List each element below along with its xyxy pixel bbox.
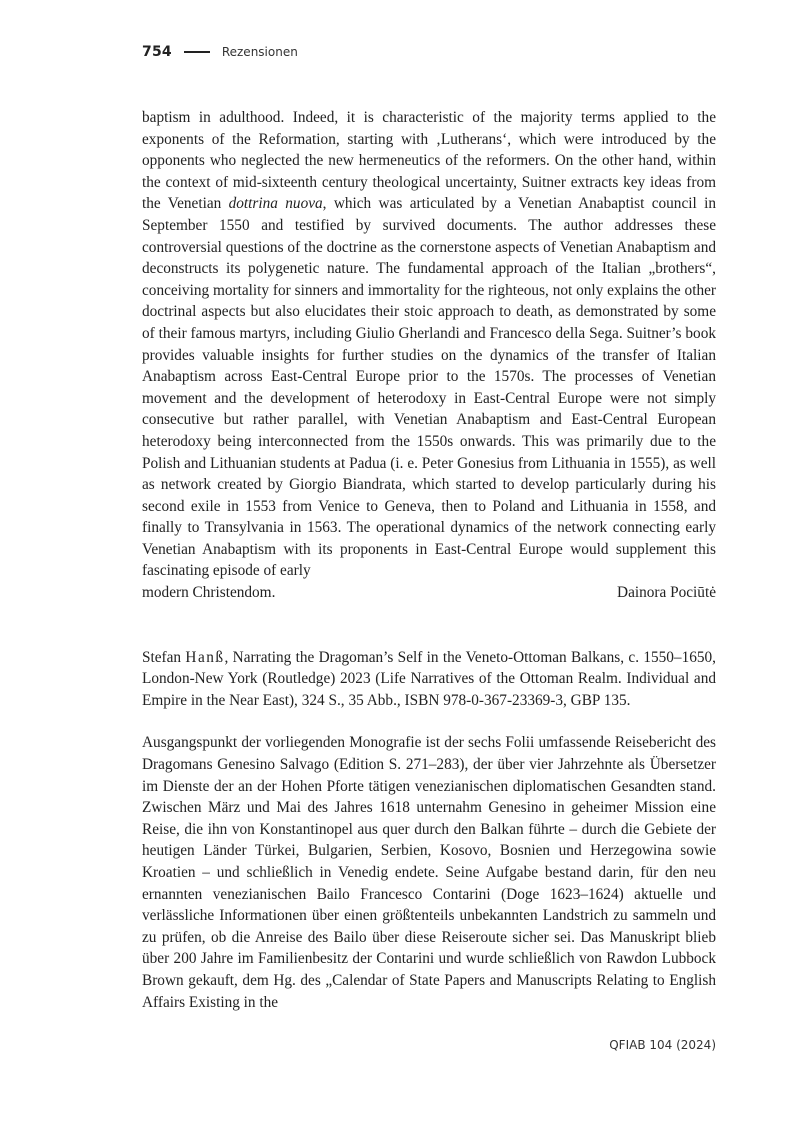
journal-footer: QFIAB 104 (2024): [609, 1038, 716, 1052]
book-citation: Stefan Hanß, Narrating the Dragoman’s Self in the Veneto-Ottoman Balkans, c. 1550–1650, London-New York (Routledge) 2023 (Life Narratives of the Ottoman Realm. Individual and Empire in the Near East), 324 S., 35 Abb., ISBN 978-0-367-23369-3, GBP 135.: [142, 648, 716, 709]
paragraph-gap: [142, 711, 716, 732]
main-content: [142, 107, 716, 1013]
running-header: [142, 44, 298, 60]
review-paragraph: baptism in adulthood. Indeed, it is characteristic of the majority terms applied to the exponents of the Reformation, starting with ‚Lutherans‘, which were introduced by the opponents who neglected the new hermeneutics of the reformers. On the other hand, within the context of mid-sixteenth century theological uncertainty, Suitner extracts key ideas from the Venetian dottrina nuova, which was articulated by a Venetian Anabaptist council in September 1550 and testified by survived documents. The author addresses these controversial questions of the doctrine as the cornerstone aspects of Venetian Anabaptism and deconstructs its polygenetic nature. The fundamental approach of the Italian „brothers“, conceiving mortality for sinners and immortality for the righteous, not only explains the other doctrinal aspects but also elucidates their stoic approach to death, as demonstrated by some of their famous martyrs, including Giulio Gherlandi and Francesco della Sega. Suitner’s book provides valuable insights for further studies on the dynamics of the transfer of Italian Anabaptism across East-Central Europe prior to the 1570s. The processes of Venetian movement and the development of heterodoxy in East-Central Europe were not simply consecutive but rather parallel, with Venetian Anabaptism and East-Central European heterodoxy being interconnected from the 1550s onwards. This was primarily due to the Polish and Lithuanian students at Padua (i. e. Peter Gonesius from Lithuania in 1555), as well as network created by Giorgio Biandrata, which started to develop particularly during his second exile in 1553 from Venice to Geneva, then to Poland and Lithuania in 1558, and finally to Transylvania in 1563. The operational dynamics of the network connecting early Venetian Anabaptism with its proponents in East-Central Europe would supplement this fascinating episode of early: [142, 109, 716, 580]
italic-term: dottrina nuova: [228, 195, 323, 213]
section-gap: [142, 604, 716, 647]
header-dash: [184, 51, 210, 53]
page-number: 754: [142, 44, 172, 60]
review-two: [142, 647, 716, 1014]
section-title: Rezensionen: [221, 45, 298, 59]
closing-text: modern Christendom.: [142, 584, 276, 602]
review-continuation: [142, 107, 716, 604]
reviewer-name: Dainora Pociūtė: [617, 584, 716, 602]
review-closing-line: [142, 582, 716, 604]
review-body: Ausgangspunkt der vorliegenden Monografie ist der sechs Folii umfassende Reisebericht des Dragomans Genesino Salvago (Edition S. 271–283), der über vier Jahrzehnte als Übersetzer im Dienste der an der Hohen Pforte tätigen venezianischen diplomatischen Gesandten stand. Zwischen März und Mai des Jahres 1618 unternahm Genesino in geheimer Mission eine Reise, die ihn von Konstantinopel aus quer durch den Balkan führte – durch die Gebiete der heutigen Länder Türkei, Bulgarien, Serbien, Kosovo, Bosnien und Herzegowina sowie Kroatien – und schließlich in Venedig endete. Seine Aufgabe bestand darin, für den neu ernannten venezianischen Bailo Francesco Contarini (Doge 1623–1624) aktuelle und verlässliche Informationen über einen größtenteils unbekannten Landstrich zu sammeln und zu prüfen, ob die Anreise des Bailo über diese Reiseroute sicher sei. Das Manuskript blieb über 200 Jahre im Familienbesitz der Contarini und wurde schließlich von Rawdon Lubbock Brown gekauft, dem Hg. des „Calendar of State Papers and Manuscripts Relating to English Affairs Existing in the: [142, 734, 716, 1011]
author-surname: Hanß: [185, 648, 225, 666]
